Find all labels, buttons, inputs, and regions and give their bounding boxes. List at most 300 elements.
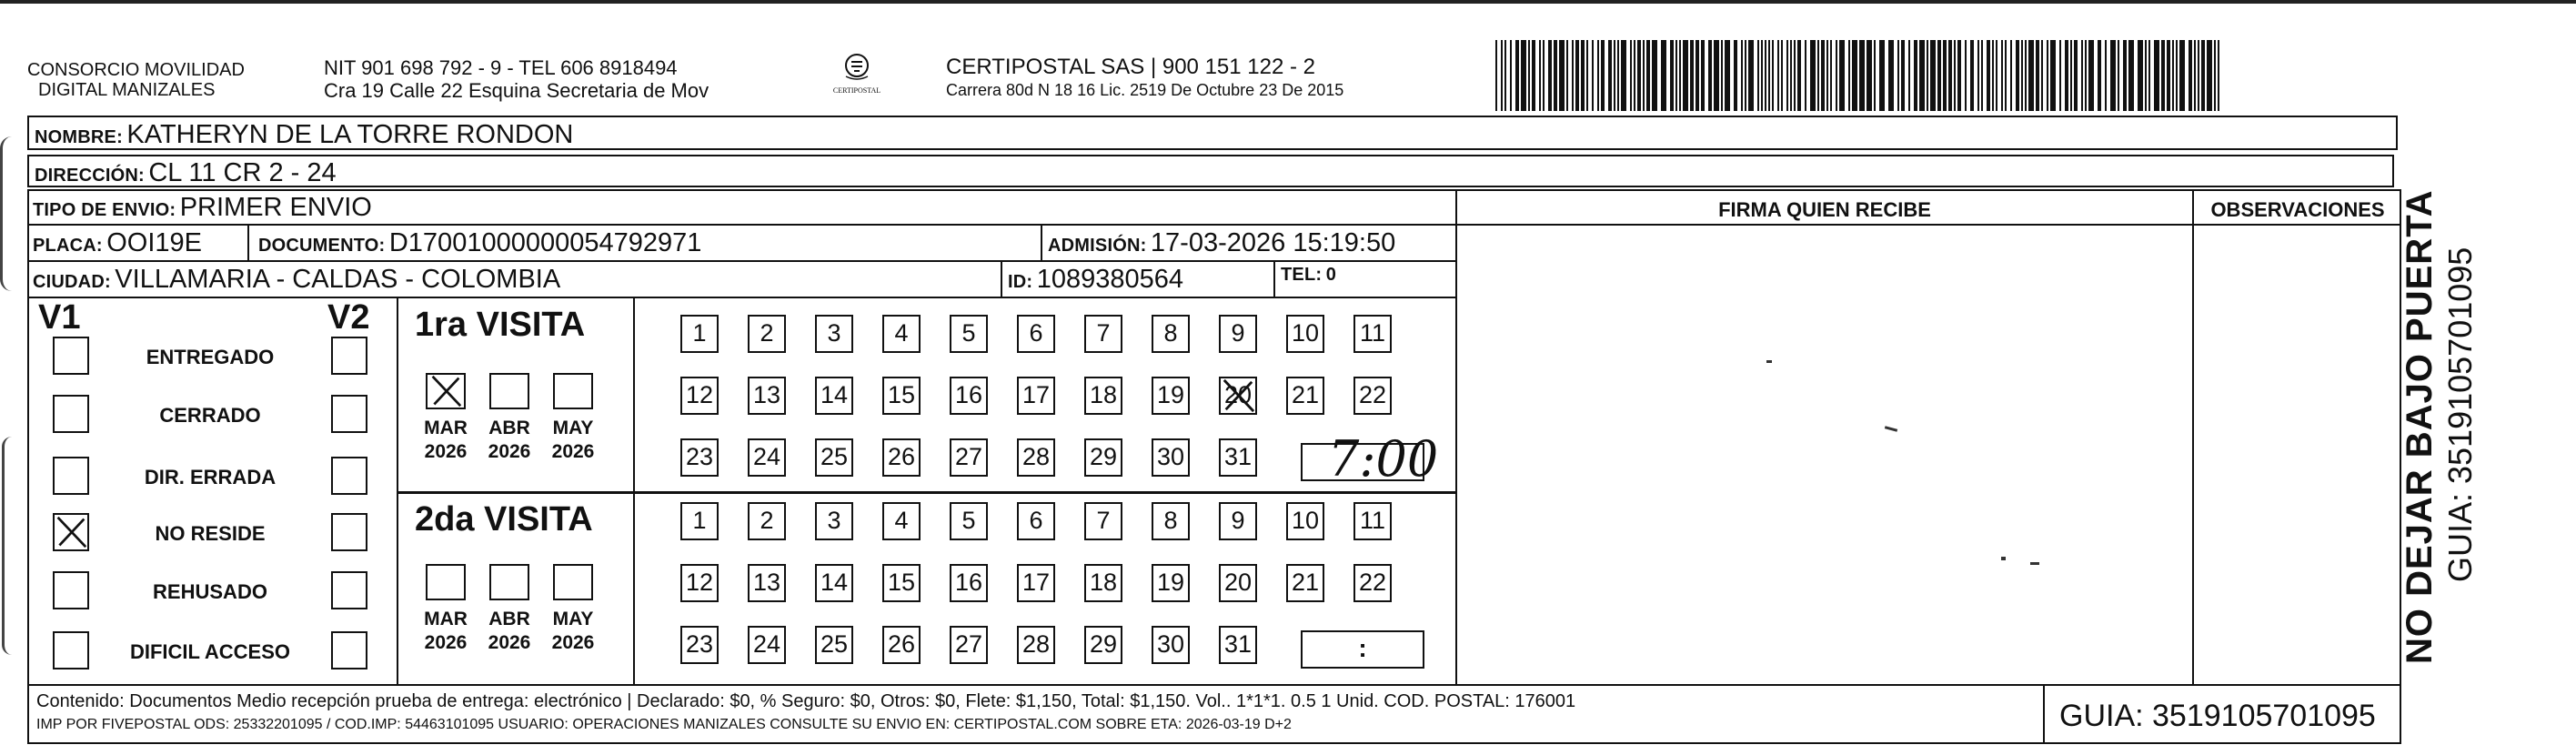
v2-checkbox[interactable] (331, 571, 367, 609)
operator-name: CERTIPOSTAL SAS | 900 151 122 - 2 (946, 55, 1315, 79)
visit2-day-box[interactable] (1017, 564, 1055, 602)
barcode-bar (1521, 40, 1526, 111)
observations-area[interactable] (2196, 227, 2400, 682)
barcode-bar (1708, 40, 1712, 111)
barcode-bar (1957, 40, 1961, 111)
visit2-day-box[interactable] (1084, 626, 1122, 664)
visit2-day-box[interactable] (748, 626, 786, 664)
visit1-day-number: 24 (752, 443, 781, 470)
signature-area[interactable] (1459, 227, 2190, 682)
v2-checkbox[interactable] (331, 457, 367, 495)
visit2-day-number: 29 (1089, 630, 1118, 658)
status-option-label: ENTREGADO (146, 346, 275, 368)
barcode-bar (1714, 40, 1719, 111)
footer (27, 686, 2401, 744)
barcode-bar (1748, 40, 1754, 111)
pen-mark (1766, 360, 1772, 363)
barcode-bar (2138, 40, 2143, 111)
barcode-bar (2189, 40, 2192, 111)
visit1-day-box[interactable] (815, 438, 853, 477)
ciudad-label: CIUDAD: (33, 272, 111, 292)
status-option-label: CERRADO (159, 404, 261, 427)
visit2-month-checkbox[interactable] (489, 564, 529, 600)
visit2-day-number: 10 (1291, 507, 1320, 534)
col-divider-obs (2192, 189, 2194, 686)
barcode-bar (2176, 40, 2178, 111)
barcode-bar (1797, 40, 1801, 111)
barcode-bar (1646, 40, 1650, 111)
ciudad-value: VILLAMARIA - CALDAS - COLOMBIA (115, 265, 561, 294)
visit2-time-box[interactable] (1301, 630, 1424, 669)
barcode-bar (1725, 40, 1730, 111)
visit2-day-box[interactable] (1017, 626, 1055, 664)
visit1-month-label: ABR (488, 418, 530, 438)
barcode-bar (2128, 40, 2134, 111)
barcode-bar (2050, 40, 2056, 111)
direccion-value: CL 11 CR 2 - 24 (148, 158, 337, 187)
visit2-day-number: 21 (1291, 569, 1320, 596)
status-option-label: NO RESIDE (155, 522, 266, 545)
barcode-bar (1675, 40, 1677, 111)
visit2-day-number: 20 (1223, 569, 1253, 596)
barcode-bar (1696, 40, 1699, 111)
visit1-day-box[interactable] (815, 315, 853, 353)
visit2-day-box[interactable] (882, 626, 921, 664)
visit2-day-number: 23 (685, 630, 714, 658)
visit1-day-number: 4 (894, 319, 909, 347)
visit2-day-number: 12 (685, 569, 714, 596)
visit1-day-number: 21 (1291, 381, 1320, 408)
visit1-day-number: 25 (820, 443, 849, 470)
visit1-day-box[interactable] (950, 315, 988, 353)
visit2-day-box[interactable] (1219, 626, 1257, 664)
barcode-bar (1539, 40, 1541, 111)
barcode-bar (1786, 40, 1788, 111)
visit1-day-number: 27 (954, 443, 983, 470)
v1-checkbox[interactable] (53, 631, 89, 669)
visit1-day-box[interactable] (1017, 438, 1055, 477)
visit1-day-number: 29 (1089, 443, 1118, 470)
visit2-day-number: 4 (894, 507, 909, 534)
visit2-day-number: 13 (752, 569, 781, 596)
company-line1: CONSORCIO MOVILIDAD (27, 60, 245, 80)
id-value: 1089380564 (1036, 265, 1184, 294)
barcode-bar (1510, 40, 1512, 111)
check-mark-icon (55, 515, 87, 549)
barcode-bar (1504, 40, 1506, 111)
visit2-day-box[interactable] (748, 564, 786, 602)
visit1-day-number: 3 (827, 319, 841, 347)
barcode-bar (1914, 40, 1917, 111)
visit2-time-value: : (1358, 634, 1367, 662)
visit2-day-box[interactable] (1353, 564, 1392, 602)
barcode-bar (1581, 40, 1585, 111)
visit1-day-box[interactable] (1152, 438, 1190, 477)
visit1-day-box[interactable] (950, 377, 988, 415)
barcode-bar (1901, 40, 1905, 111)
barcode-bar (2041, 40, 2043, 111)
barcode-bar (1981, 40, 1983, 111)
visit2-day-number: 24 (752, 630, 781, 658)
visit2-day-box[interactable] (680, 564, 719, 602)
barcode-bar (1745, 40, 1746, 111)
visit2-day-box[interactable] (748, 502, 786, 540)
barcode-bar (1741, 40, 1743, 111)
visit1-day-number: 7 (1096, 319, 1111, 347)
visit1-day-box[interactable] (1084, 438, 1122, 477)
barcode-bar (1765, 40, 1766, 111)
visit2-day-number: 25 (820, 630, 849, 658)
visit2-day-box[interactable] (680, 626, 719, 664)
logo-text: CERTIPOSTAL (832, 86, 881, 95)
visit1-day-number: 20 (1223, 381, 1253, 408)
visit2-day-number: 30 (1156, 630, 1185, 658)
visit1-day-number: 8 (1163, 319, 1178, 347)
visit2-day-number: 7 (1096, 507, 1111, 534)
visit2-day-number: 5 (961, 507, 976, 534)
address-text: Cra 19 Calle 22 Esquina Secretaria de Mov (324, 79, 709, 102)
barcode-bar (2179, 40, 2185, 111)
barcode-bar (1661, 40, 1666, 111)
visit2-day-number: 22 (1358, 569, 1387, 596)
visit1-month-label: MAY (552, 418, 594, 438)
operator-info (946, 55, 1343, 100)
v1-header: V1 (38, 298, 81, 337)
visit1-day-box[interactable] (680, 438, 719, 477)
barcode-bar (1679, 40, 1681, 111)
row-nombre (27, 116, 2398, 150)
visit1-day-box[interactable] (1219, 315, 1257, 353)
visit2-day-number: 28 (1021, 630, 1051, 658)
barcode-bar (1987, 40, 1990, 111)
visit1-day-box[interactable] (1017, 315, 1055, 353)
visit2-day-box[interactable] (815, 564, 853, 602)
barcode-bar (2070, 40, 2072, 111)
check-mark-icon (428, 375, 464, 408)
barcode-bar (2154, 40, 2159, 111)
footer-contenido: Contenido: Documentos Medio recepción prueba de entrega: electrónico | Declarado: $0, % Seguro: $0, Otros: $0, Flete: $1,150, Total: $1,150. Vol.. 1*1*1. 0.5 1 Unid. COD. POSTAL: 176001 (36, 691, 1576, 711)
visit2-day-box[interactable] (1017, 502, 1055, 540)
v2-checkbox[interactable] (331, 337, 367, 375)
visit1-day-box[interactable] (1353, 315, 1392, 353)
visit1-day-box[interactable] (1084, 315, 1122, 353)
visit2-day-number: 15 (887, 569, 916, 596)
barcode-bar (1848, 40, 1850, 111)
v1-checkbox[interactable] (53, 457, 89, 495)
status-option-label: DIR. ERRADA (144, 466, 277, 488)
barcode-bar (1572, 40, 1574, 111)
barcode-bar (2145, 40, 2147, 111)
barcode-bar (2059, 40, 2061, 111)
visit2-day-number: 11 (1359, 507, 1386, 534)
barcode-bar (2065, 40, 2068, 111)
barcode-bar (2016, 40, 2019, 111)
barcode-bar (1634, 40, 1635, 111)
barcode-bar (2085, 40, 2087, 111)
visit2-day-box[interactable] (1219, 564, 1257, 602)
visit2-day-box[interactable] (815, 502, 853, 540)
tel-value: 0 (1325, 265, 1337, 285)
barcode-bar (1954, 40, 1956, 111)
visit1-day-box[interactable] (1152, 315, 1190, 353)
visit1-day-box[interactable] (1219, 438, 1257, 477)
visit1-day-box[interactable] (748, 315, 786, 353)
admision-value: 17-03-2026 15:19:50 (1150, 228, 1396, 257)
visit1-day-box[interactable] (680, 377, 719, 415)
visit2-day-box[interactable] (950, 564, 988, 602)
visit2-day-box[interactable] (1084, 502, 1122, 540)
barcode-bar (2098, 40, 2101, 111)
visit2-year-label: 2026 (488, 632, 531, 653)
barcode-bar (1554, 40, 1557, 111)
v1-checkbox[interactable] (53, 571, 89, 609)
barcode-bar (1943, 40, 1947, 111)
barcode-bar (2118, 40, 2119, 111)
visit2-day-number: 18 (1089, 569, 1118, 596)
barcode-bar (1566, 40, 1568, 111)
visit2-day-number: 27 (954, 630, 983, 658)
barcode-bar (1930, 40, 1936, 111)
barcode-bar (1996, 40, 1997, 111)
barcode-bar (1830, 40, 1832, 111)
barcode-bar (1817, 40, 1819, 111)
visit1-day-number: 18 (1089, 381, 1118, 408)
visit2-year-label: 2026 (424, 632, 468, 653)
visit1-day-box[interactable] (1286, 377, 1324, 415)
visit2-day-box[interactable] (1219, 502, 1257, 540)
barcode-bar (1630, 40, 1632, 111)
visit1-day-box[interactable] (680, 315, 719, 353)
barcode-bar (1919, 40, 1925, 111)
status-option-label: REHUSADO (153, 580, 267, 603)
side-notice: NO DEJAR BAJO PUERTA (2400, 189, 2440, 664)
visit1-day-box[interactable] (748, 377, 786, 415)
barcode-bar (1683, 40, 1688, 111)
visit1-day-number: 10 (1291, 319, 1320, 347)
visit-divider (398, 491, 1455, 494)
visit1-day-number: 13 (752, 381, 781, 408)
row-direccion (27, 155, 2394, 187)
visit1-month-checkbox[interactable] (553, 373, 593, 409)
visit1-day-box[interactable] (882, 377, 921, 415)
barcode-bar (2198, 40, 2199, 111)
visit1-day-number: 5 (961, 319, 976, 347)
barcode-bar (2201, 40, 2205, 111)
barcode-bar (2021, 40, 2023, 111)
barcode-bar (2167, 40, 2170, 111)
visit2-day-box[interactable] (950, 626, 988, 664)
visit2-day-number: 9 (1231, 507, 1245, 534)
check-mark-icon (1221, 378, 1255, 413)
barcode-bar (1879, 40, 1885, 111)
barcode-bar (1734, 40, 1737, 111)
barcode-bar (1575, 40, 1579, 111)
visit2-day-box[interactable] (882, 502, 921, 540)
barcode-bar (1501, 40, 1503, 111)
visit2-day-number: 19 (1156, 569, 1185, 596)
barcode-bar (2001, 40, 2003, 111)
visit1-day-box[interactable] (882, 438, 921, 477)
barcode-bar (2074, 40, 2078, 111)
scan-edge (0, 0, 2576, 4)
visit2-day-number: 14 (820, 569, 849, 596)
v2-checkbox[interactable] (331, 513, 367, 551)
visit1-day-box[interactable] (1286, 315, 1324, 353)
barcode-bar (2036, 40, 2039, 111)
visit1-day-box[interactable] (1017, 377, 1055, 415)
visit1-day-number: 2 (760, 319, 774, 347)
visit1-day-number: 30 (1156, 443, 1185, 470)
barcode-bar (1839, 40, 1845, 111)
visit2-day-box[interactable] (1286, 564, 1324, 602)
visit1-title: 1ra VISITA (415, 306, 586, 344)
scan-bracket (0, 136, 12, 291)
barcode-bar (2148, 40, 2150, 111)
barcode-bar (2028, 40, 2034, 111)
barcode-bar (1637, 40, 1641, 111)
pen-mark (2001, 557, 2006, 560)
visit1-day-number: 22 (1358, 381, 1387, 408)
barcode-bar (1897, 40, 1899, 111)
barcode-bar (1768, 40, 1770, 111)
nombre-value: KATHERYN DE LA TORRE RONDON (126, 120, 574, 149)
barcode-bar (1927, 40, 1928, 111)
visit1-day-number: 6 (1029, 319, 1043, 347)
visit2-day-box[interactable] (1353, 502, 1392, 540)
visit2-day-number: 17 (1021, 569, 1051, 596)
barcode-bar (1592, 40, 1594, 111)
pen-mark (2030, 562, 2039, 565)
barcode-bar (2047, 40, 2048, 111)
barcode-bar (1810, 40, 1816, 111)
barcode-bar (2161, 40, 2165, 111)
visit2-day-number: 3 (827, 507, 841, 534)
visit2-day-box[interactable] (882, 564, 921, 602)
visit2-day-box[interactable] (1084, 564, 1122, 602)
visit1-year-label: 2026 (551, 441, 595, 462)
barcode-bar (2025, 40, 2027, 111)
v2-checkbox[interactable] (331, 395, 367, 433)
visit2-day-box[interactable] (680, 502, 719, 540)
barcode-bar (1643, 40, 1645, 111)
barcode-bar (1721, 40, 1723, 111)
visit1-day-box[interactable] (1084, 377, 1122, 415)
visit1-month-label: MAR (424, 418, 468, 438)
visit1-day-box[interactable] (950, 438, 988, 477)
barcode-bar (1794, 40, 1796, 111)
barcode-bar (1970, 40, 1974, 111)
visit2-day-box[interactable] (950, 502, 988, 540)
barcode-bar (1528, 40, 1530, 111)
tipo-label: TIPO DE ENVIO: (33, 200, 176, 220)
visit2-day-box[interactable] (1286, 502, 1324, 540)
barcode-bar (1992, 40, 1994, 111)
barcode-bar (1608, 40, 1612, 111)
documento-label: DOCUMENTO: (258, 236, 386, 256)
barcode-bar (1701, 40, 1705, 111)
visit1-day-box[interactable] (748, 438, 786, 477)
visit2-day-box[interactable] (815, 626, 853, 664)
footer-guia-divider (2043, 686, 2045, 742)
barcode-bar (2005, 40, 2007, 111)
visit1-day-box[interactable] (1152, 377, 1190, 415)
company-name (27, 60, 245, 100)
barcode-bar (1821, 40, 1825, 111)
visit1-time-value: 7:00 (1328, 430, 1439, 488)
visit1-day-box[interactable] (882, 315, 921, 353)
visit1-day-number: 26 (887, 443, 916, 470)
nit-text: NIT 901 698 792 - 9 - TEL 606 8918494 (324, 56, 678, 79)
barcode-bar (1757, 40, 1759, 111)
visit2-day-number: 2 (760, 507, 774, 534)
documento-value: D17001000000054792971 (388, 228, 702, 257)
barcode-bar (1772, 40, 1774, 111)
visit2-month-label: MAY (552, 609, 594, 629)
barcode-bar (1977, 40, 1979, 111)
direccion-label: DIRECCIÓN: (35, 166, 145, 186)
barcode-bar (1781, 40, 1783, 111)
barcode-bar (1543, 40, 1545, 111)
visit2-title: 2da VISITA (415, 500, 593, 539)
v1-checkbox[interactable] (53, 395, 89, 433)
visit1-time-box[interactable] (1301, 430, 1439, 488)
barcode-bar (1888, 40, 1894, 111)
scan-bracket (2, 437, 12, 655)
visit2-month-checkbox[interactable] (553, 564, 593, 600)
visit1-day-box[interactable] (1353, 377, 1392, 415)
nombre-label: NOMBRE: (35, 127, 123, 147)
visit2-month-label: ABR (488, 609, 530, 629)
visit2-day-box[interactable] (1152, 626, 1190, 664)
barcode-bar (1761, 40, 1763, 111)
barcode-bar (1601, 40, 1605, 111)
barcode-bar (1548, 40, 1552, 111)
visit1-day-box[interactable] (815, 377, 853, 415)
barcode-bar (1614, 40, 1615, 111)
visit1-day-number: 15 (887, 381, 916, 408)
row-ciudad (27, 262, 1457, 298)
barcode-bar (2088, 40, 2094, 111)
visit2-day-number: 6 (1029, 507, 1043, 534)
visit2-day-number: 26 (887, 630, 916, 658)
barcode-bar (1874, 40, 1876, 111)
visit1-month-checkbox[interactable] (489, 373, 529, 409)
barcode-bar (1532, 40, 1535, 111)
v1-checkbox[interactable] (53, 513, 89, 551)
visit2-day-number: 31 (1223, 630, 1253, 658)
visit1-day-box[interactable] (1219, 377, 1257, 415)
barcode-bar (1597, 40, 1599, 111)
barcode-bar (2123, 40, 2127, 111)
visit2-day-box[interactable] (1152, 502, 1190, 540)
tel-label: TEL: (1281, 265, 1323, 285)
visit2-month-checkbox[interactable] (426, 564, 466, 600)
visit1-day-number: 28 (1021, 443, 1051, 470)
v1-checkbox[interactable] (53, 337, 89, 375)
certipostal-logo (830, 51, 884, 102)
firma-header-line (1455, 224, 2401, 226)
visit1-month-checkbox[interactable] (426, 373, 466, 409)
row-placa (27, 226, 1457, 262)
company-line2: DIGITAL MANIZALES (38, 80, 216, 100)
v2-checkbox[interactable] (331, 631, 367, 669)
barcode-bar (1515, 40, 1519, 111)
barcode-bar (1826, 40, 1828, 111)
v2-header: V2 (327, 298, 370, 337)
barcode-bar (1495, 40, 1497, 111)
visit2-day-box[interactable] (1152, 564, 1190, 602)
barcode-bar (1559, 40, 1565, 111)
